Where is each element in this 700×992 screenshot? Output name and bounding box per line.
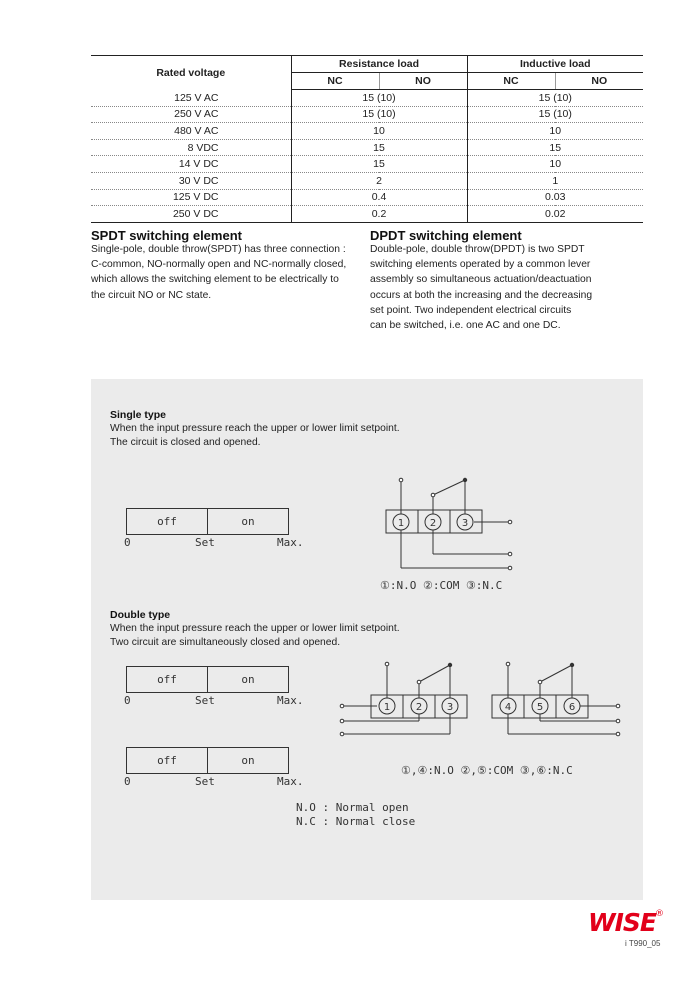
scale-set-label: Set bbox=[195, 536, 215, 549]
wise-logo bbox=[586, 905, 666, 935]
single-type-description bbox=[110, 422, 400, 449]
dpdt-line: assembly so simultaneous actuation/deactuation bbox=[370, 274, 592, 286]
terminal-label: 3 bbox=[461, 518, 469, 529]
scale-on-label: on bbox=[207, 509, 288, 534]
terminal-label: 1 bbox=[397, 518, 405, 529]
resistance-load-cell: 15 (10) bbox=[291, 90, 467, 107]
rated-voltage-cell: 250 V AC bbox=[91, 106, 291, 123]
dpdt-description bbox=[370, 242, 592, 333]
terminal-dot bbox=[508, 566, 512, 570]
scale-set-label: Set bbox=[195, 694, 215, 707]
table-row bbox=[91, 90, 643, 107]
spdt-description bbox=[91, 242, 346, 303]
scale-zero-label: 0 bbox=[124, 536, 131, 549]
rated-voltage-cell: 250 V DC bbox=[91, 206, 291, 223]
terminal-dot bbox=[431, 493, 435, 497]
legend-no: N.O : Normal open bbox=[296, 801, 409, 814]
terminal-label: 6 bbox=[568, 702, 576, 713]
table-row bbox=[91, 106, 643, 123]
single-scale-bar bbox=[126, 508, 289, 535]
double-wiring-diagram bbox=[336, 655, 631, 755]
resistance-load-cell: 2 bbox=[291, 172, 467, 189]
scale-off-label: off bbox=[157, 515, 177, 528]
scale-max-label: Max. bbox=[277, 536, 304, 549]
scale-on-label: on bbox=[207, 667, 288, 692]
single-type-line: When the input pressure reach the upper or lower limit setpoint. bbox=[110, 423, 400, 434]
scale-max-label: Max. bbox=[277, 694, 304, 707]
scale-on-label: on bbox=[207, 748, 288, 773]
scale-set-label: Set bbox=[195, 775, 215, 788]
terminal-label: 5 bbox=[536, 702, 544, 713]
inductive-load-cell: 1 bbox=[467, 172, 643, 189]
dpdt-line: set point. Two independent electrical circuits bbox=[370, 304, 572, 316]
terminal-dot bbox=[340, 704, 344, 708]
terminal-dot bbox=[508, 520, 512, 524]
inductive-load-cell: 10 bbox=[467, 156, 643, 173]
double-type-line: Two circuit are simultaneously closed and opened. bbox=[110, 636, 341, 648]
terminal-label: 2 bbox=[415, 702, 423, 713]
terminal-dot bbox=[616, 704, 620, 708]
spdt-line: the circuit NO or NC state. bbox=[91, 289, 212, 301]
double-type-title: Double type bbox=[110, 609, 171, 621]
lever-pivot bbox=[463, 478, 467, 482]
terminal-dot bbox=[538, 680, 542, 684]
spdt-line: Single-pole, double throw(SPDT) has three connection : bbox=[91, 244, 346, 255]
terminal-label: 1 bbox=[383, 702, 391, 713]
logo-text: WISE bbox=[588, 908, 656, 935]
header-rated-voltage: Rated voltage bbox=[91, 56, 291, 90]
table-row bbox=[91, 189, 643, 206]
single-caption: ①:N.O ②:COM ③:N.C bbox=[380, 579, 503, 592]
rated-voltage-cell: 8 VDC bbox=[91, 139, 291, 156]
table-row bbox=[91, 139, 643, 156]
inductive-load-cell: 10 bbox=[467, 123, 643, 140]
inductive-load-cell: 15 (10) bbox=[467, 106, 643, 123]
header-resistance-nc: NC bbox=[291, 73, 379, 90]
single-type-line: The circuit is closed and opened. bbox=[110, 436, 261, 448]
scale-zero-label: 0 bbox=[124, 775, 131, 788]
dpdt-line: Double-pole, double throw(DPDT) is two SPDT bbox=[370, 244, 585, 255]
lever-pivot bbox=[448, 663, 452, 667]
terminal-dot bbox=[340, 719, 344, 723]
resistance-load-cell: 10 bbox=[291, 123, 467, 140]
dpdt-line: occurs at both the increasing and the decreasing bbox=[370, 289, 593, 301]
header-inductive-no: NO bbox=[555, 73, 643, 90]
terminal-dot bbox=[399, 478, 403, 482]
rated-voltage-cell: 125 V DC bbox=[91, 189, 291, 206]
table-header-row bbox=[91, 56, 643, 73]
dpdt-line: can be switched, i.e. one AC and one DC. bbox=[370, 320, 561, 332]
terminal-dot bbox=[417, 680, 421, 684]
registered-mark: ® bbox=[655, 909, 664, 919]
legend-nc: N.C : Normal close bbox=[296, 815, 416, 828]
single-wiring-diagram bbox=[371, 469, 531, 584]
rated-voltage-cell: 125 V AC bbox=[91, 90, 291, 107]
terminal-label: 3 bbox=[446, 702, 454, 713]
terminal-dot bbox=[340, 732, 344, 736]
spdt-line: C-common, NO-normally open and NC-normally closed, bbox=[91, 259, 347, 271]
terminal-dot bbox=[616, 732, 620, 736]
header-inductive-load: Inductive load bbox=[467, 56, 643, 73]
resistance-load-cell: 0.2 bbox=[291, 206, 467, 223]
lever-pivot bbox=[570, 663, 574, 667]
spdt-title: SPDT switching element bbox=[91, 228, 242, 243]
terminal-dot bbox=[508, 552, 512, 556]
header-inductive-nc: NC bbox=[467, 73, 555, 90]
resistance-load-cell: 15 bbox=[291, 139, 467, 156]
legend bbox=[296, 801, 415, 829]
scale-off-label: off bbox=[157, 673, 177, 686]
double-scale-bar-1 bbox=[126, 666, 289, 693]
dpdt-line: switching elements operated by a common lever bbox=[370, 259, 591, 271]
inductive-load-cell: 0.02 bbox=[467, 206, 643, 223]
table-row bbox=[91, 156, 643, 173]
resistance-load-cell: 15 (10) bbox=[291, 106, 467, 123]
inductive-load-cell: 15 bbox=[467, 139, 643, 156]
footer-code: i T990_05 bbox=[625, 939, 661, 948]
double-caption: ①,④:N.O ②,⑤:COM ③,⑥:N.C bbox=[401, 764, 573, 777]
resistance-load-cell: 0.4 bbox=[291, 189, 467, 206]
double-type-line: When the input pressure reach the upper or lower limit setpoint. bbox=[110, 623, 400, 634]
rated-voltage-cell: 480 V AC bbox=[91, 123, 291, 140]
diagram-panel bbox=[91, 379, 643, 900]
scale-off-label: off bbox=[157, 754, 177, 767]
terminal-dot bbox=[616, 719, 620, 723]
scale-max-label: Max. bbox=[277, 775, 304, 788]
spdt-line: which allows the switching element to be electrically to bbox=[91, 274, 339, 286]
scale-zero-label: 0 bbox=[124, 694, 131, 707]
double-scale-bar-2 bbox=[126, 747, 289, 774]
single-type-title: Single type bbox=[110, 409, 167, 421]
header-resistance-no: NO bbox=[379, 73, 467, 90]
terminal-label: 4 bbox=[504, 702, 512, 713]
table-row bbox=[91, 123, 643, 140]
inductive-load-cell: 15 (10) bbox=[467, 90, 643, 107]
inductive-load-cell: 0.03 bbox=[467, 189, 643, 206]
table-row bbox=[91, 206, 643, 223]
terminal-dot bbox=[385, 662, 389, 666]
rated-voltage-cell: 30 V DC bbox=[91, 172, 291, 189]
terminal-dot bbox=[506, 662, 510, 666]
header-resistance-load: Resistance load bbox=[291, 56, 467, 73]
rated-voltage-cell: 14 V DC bbox=[91, 156, 291, 173]
table-row bbox=[91, 172, 643, 189]
terminal-label: 2 bbox=[429, 518, 437, 529]
rating-table bbox=[91, 55, 643, 223]
dpdt-title: DPDT switching element bbox=[370, 228, 522, 243]
resistance-load-cell: 15 bbox=[291, 156, 467, 173]
double-type-description bbox=[110, 622, 400, 649]
